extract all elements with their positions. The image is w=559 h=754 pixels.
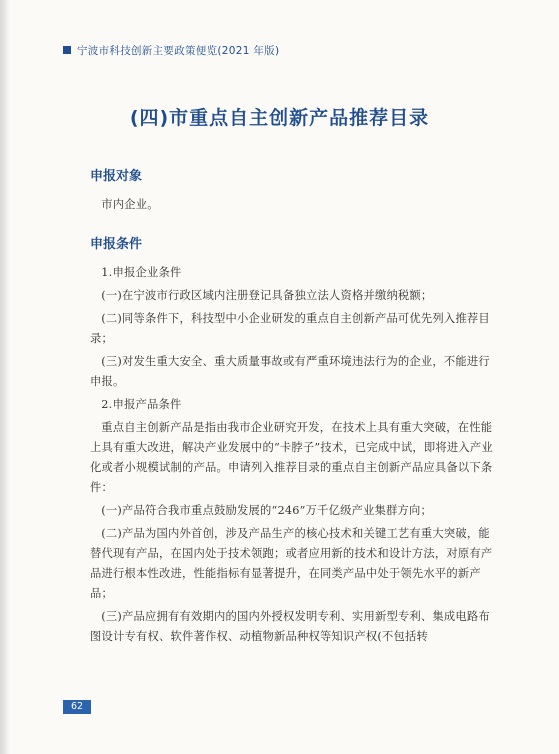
- paragraph: 2.申报产品条件: [101, 398, 182, 411]
- header-square-icon: [63, 46, 71, 54]
- running-header-title: 宁波市科技创新主要政策便览(2021 年版): [77, 44, 280, 57]
- page-title: (四)市重点自主创新产品推荐目录: [129, 107, 430, 129]
- section-body-conditions: [90, 263, 500, 650]
- paragraph: (三)对发生重大安全、重大质量事故或有严重环境违法行为的企业，不能进行申报。: [90, 355, 490, 388]
- paragraph: 市内企业。: [101, 198, 159, 211]
- section-heading-applicants: 申报对象: [90, 169, 143, 184]
- section-body-applicants: [90, 195, 500, 218]
- page-number: 62: [63, 700, 91, 714]
- running-header: [63, 42, 279, 58]
- paragraph: (二)同等条件下，科技型中小企业研发的重点自主创新产品可优先列入推荐目录；: [90, 312, 490, 345]
- section-heading-conditions: 申报条件: [90, 237, 143, 252]
- paragraph: 重点自主创新产品是指由我市企业研究开发，在技术上具有重大突破，在性能上具有重大改进，解决产业发展中的“卡脖子”技术，已完成中试，即将进入产业化或者小规模试制的产品。申请列入推荐目录的重点自主创新产品应具备以下条件：: [90, 421, 493, 494]
- paragraph: (一)在宁波市行政区域内注册登记具备独立法人资格并缴纳税额；: [101, 289, 433, 302]
- paragraph: 1.申报企业条件: [101, 266, 182, 279]
- paragraph: (二)产品为国内外首创，涉及产品生产的核心技术和关键工艺有重大突破，能替代现有产品，在国内处于技术领跑；或者应用新的技术和设计方法，对原有产品进行根本性改进，性能指标有显著提升，在同类产品中处于领先水平的新产品；: [90, 527, 493, 600]
- paragraph: (三)产品应拥有有效期内的国内外授权发明专利、实用新型专利、集成电路布图设计专有权、软件著作权、动植物新品种权等知识产权(不包括转: [90, 610, 490, 643]
- paragraph: (一)产品符合我市重点鼓励发展的“246”万千亿级产业集群方向；: [101, 504, 433, 517]
